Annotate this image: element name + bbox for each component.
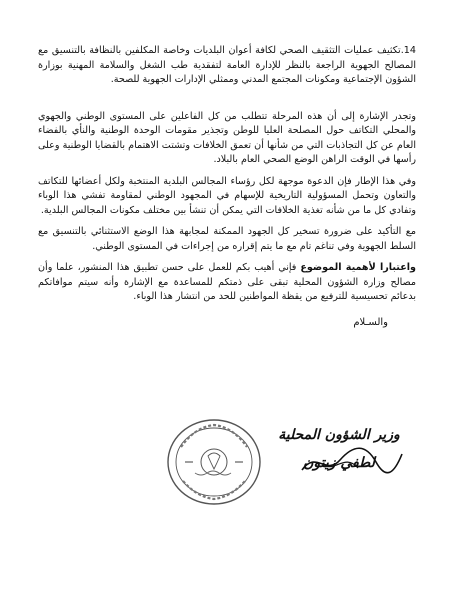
paragraph-national-unity: وتجدر الإشارة إلى أن هذه المرحلة تتطلب من كل الفاعلين على المستوى الوطني والجهوي والمحلي التكاتف حول المصلحة العليا للوطن وتجذير مقومات الوحدة الوطنية والنأي بالفضاء العام عن كل التجاذبات التي من شأنها أن تعمق الخلافات وتشتت الاهتمام بالقضايا الوطنية وعلى رأسها في الوقت الراهن الوضع الصحي العام بالبلاد.	[38, 110, 416, 165]
official-stamp-icon	[165, 417, 263, 507]
paragraph-municipal-councils: وفي هذا الإطار فإن الدعوة موجهة لكل رؤساء المجالس البلدية المنتخبة ولكل أعضائها للتكاتف والتعاون وتحمل المسؤولية التاريخية للإسهام في المجهود الوطني لمقاومة تفشي هذا الوباء وتفادي كل ما من شأنه تغذية الخلافات التي يمكن أن تنشأ بين مختلف مكونات المجالس البلدية.	[38, 175, 416, 216]
conclusion-body: فإني أهيب بكم للعمل على حسن تطبيق هذا المنشور، علما وأن مصالح وزارة الشؤون المحلية تبقى على ذمتكم للمساعدة مع الإشارة وأنه سيتم موافاتكم بدعائم تحسيسية للترفيع من يقظة المواطنين للحد من انتشار هذا الوباء.	[38, 262, 416, 302]
closing-salutation: والسـلام	[353, 316, 388, 328]
minister-title: وزير الشؤون المحلية	[278, 427, 400, 443]
item-14-paragraph: 14.تكثيف عمليات التثقيف الصحي لكافة أعوان البلديات وخاصة المكلفين بالنظافة بالتنسيق مع المصالح الجهوية الراجعة بالنظر للإدارة العامة لتفقدية طب الشغل والسلامة المهنية بوزارة الشؤون الإجتماعية ومكونات المجتمع المدني وممثلي الإدارات الجهوية للصحة.	[38, 45, 416, 85]
paragraph-conclusion	[38, 261, 416, 305]
paragraph-regional-coordination: مع التأكيد على ضرورة تسخير كل الجهود الممكنة لمجابهة هذا الوضع الاستثنائي بالتنسيق مع السلط الجهوية وفي تناغم تام مع ما يتم إقراره من إجراءات في المستوى الوطني.	[38, 226, 416, 252]
handwritten-signature-icon	[296, 440, 406, 484]
signature-block	[0, 412, 454, 522]
conclusion-lead: واعتبارا لأهمية الموضوع	[300, 262, 416, 273]
minister-name: لطفي زيتون	[303, 455, 375, 471]
